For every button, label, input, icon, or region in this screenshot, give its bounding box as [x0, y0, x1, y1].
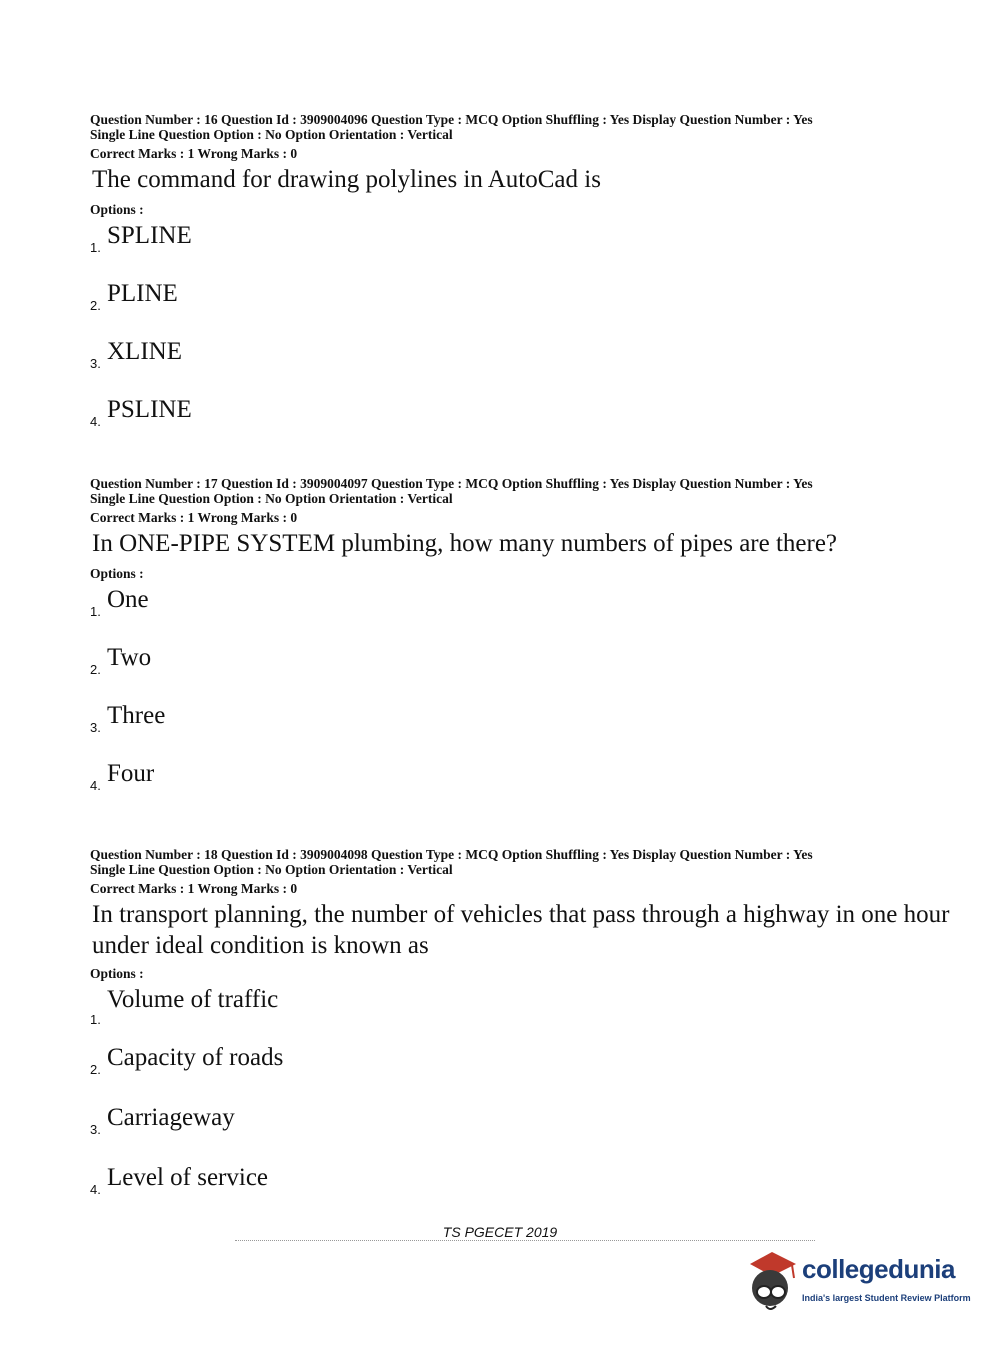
option-number: 3.	[90, 720, 101, 735]
option-3	[90, 338, 930, 400]
question-16	[90, 112, 930, 458]
option-3	[90, 1104, 930, 1168]
question-text-line2: under ideal condition is known as	[92, 932, 429, 959]
question-meta-line1: Question Number : 18 Question Id : 3909004098 Question Type : MCQ Option Shuffling : Yes Display Question Number : Yes	[90, 847, 813, 862]
options-label: Options :	[90, 566, 144, 581]
question-text-line1: In transport planning, the number of vehicles that pass through a highway in one hour	[92, 901, 950, 928]
option-number: 1.	[90, 604, 101, 619]
question-marks: Correct Marks : 1 Wrong Marks : 0	[90, 510, 298, 525]
question-meta-line1: Question Number : 17 Question Id : 3909004097 Question Type : MCQ Option Shuffling : Yes Display Question Number : Yes	[90, 476, 813, 491]
question-meta-line2: Single Line Question Option : No Option Orientation : Vertical	[90, 127, 453, 142]
option-number: 3.	[90, 356, 101, 371]
option-number: 2.	[90, 1062, 101, 1077]
page-footer: TS PGECET 2019	[442, 1224, 558, 1240]
option-text: PLINE	[107, 280, 178, 307]
option-text: Two	[107, 644, 152, 671]
option-text: Carriageway	[107, 1104, 235, 1131]
option-text: PSLINE	[107, 396, 192, 423]
option-text: Capacity of roads	[107, 1044, 284, 1071]
option-number: 4.	[90, 1182, 101, 1197]
question-18	[90, 847, 950, 1226]
question-text: The command for drawing polylines in AutoCad is	[92, 166, 601, 193]
option-text: Volume of traffic	[107, 986, 279, 1013]
question-meta-line1: Question Number : 16 Question Id : 3909004096 Question Type : MCQ Option Shuffling : Yes Display Question Number : Yes	[90, 112, 813, 127]
option-text: XLINE	[107, 338, 182, 365]
options-label: Options :	[90, 966, 144, 981]
logo-tagline: India's largest Student Review Platform	[802, 1293, 971, 1303]
option-number: 1.	[90, 1012, 101, 1027]
question-marks: Correct Marks : 1 Wrong Marks : 0	[90, 146, 298, 161]
logo-brand-text: collegedunia	[802, 1254, 955, 1284]
option-2	[90, 1044, 930, 1108]
option-3	[90, 702, 930, 764]
option-text: Level of service	[107, 1164, 269, 1191]
option-number: 1.	[90, 240, 101, 255]
collegedunia-logo	[742, 1248, 972, 1318]
option-2	[90, 280, 930, 342]
option-1	[90, 222, 930, 284]
option-number: 2.	[90, 298, 101, 313]
question-meta-line2: Single Line Question Option : No Option Orientation : Vertical	[90, 491, 453, 506]
option-number: 4.	[90, 778, 101, 793]
option-text: Three	[107, 702, 166, 729]
option-text: SPLINE	[107, 222, 192, 249]
option-text: Four	[107, 760, 155, 787]
option-number: 3.	[90, 1122, 101, 1137]
question-17	[90, 476, 930, 822]
footer-divider	[235, 1240, 815, 1241]
options-label: Options :	[90, 202, 144, 217]
option-text: One	[107, 586, 149, 613]
option-4	[90, 1164, 930, 1226]
option-4	[90, 396, 930, 458]
option-1	[90, 986, 930, 1048]
question-marks: Correct Marks : 1 Wrong Marks : 0	[90, 881, 298, 896]
option-2	[90, 644, 930, 706]
option-number: 2.	[90, 662, 101, 677]
question-text: In ONE-PIPE SYSTEM plumbing, how many numbers of pipes are there?	[92, 530, 838, 557]
option-1	[90, 586, 930, 648]
mascot-icon	[742, 1248, 800, 1318]
option-4	[90, 760, 930, 822]
option-number: 4.	[90, 414, 101, 429]
question-meta-line2: Single Line Question Option : No Option Orientation : Vertical	[90, 862, 453, 877]
